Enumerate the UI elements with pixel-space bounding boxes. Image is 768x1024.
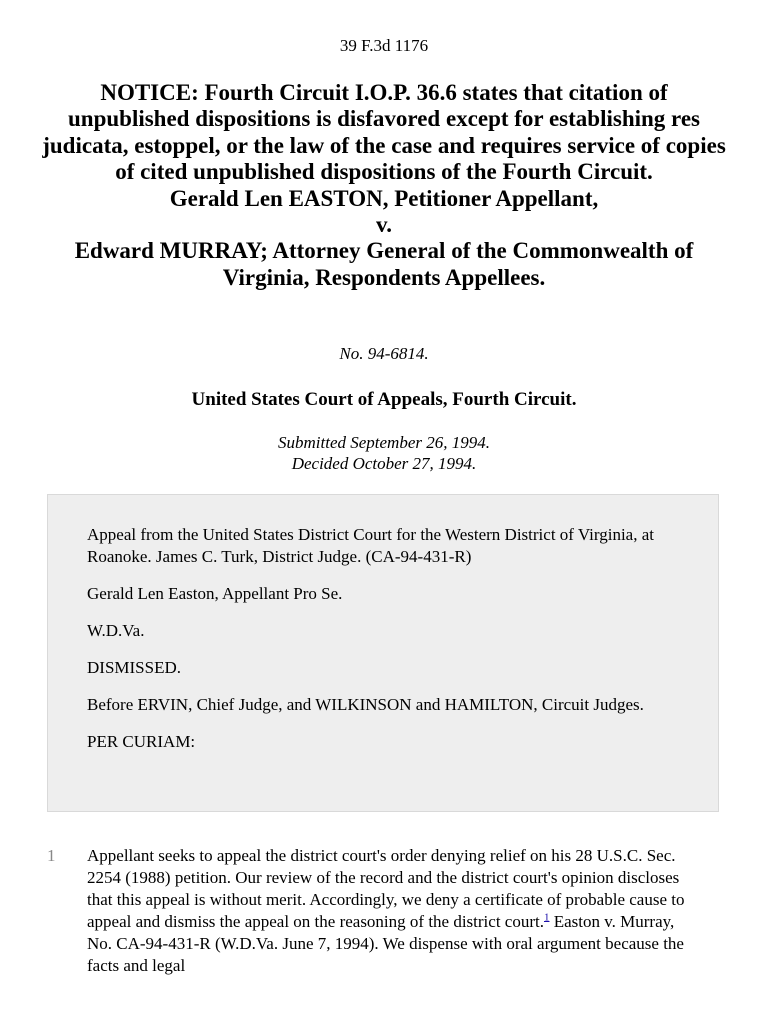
district-text: W.D.Va. (87, 621, 145, 640)
paragraph-number: 1 (47, 846, 56, 865)
counsel-text: Gerald Len Easton, Appellant Pro Se. (87, 584, 343, 603)
court-name: United States Court of Appeals, Fourth Circuit. (191, 389, 577, 410)
appeal-from-text: Appeal from the United States District Court for the Western District of Virginia, at Roanoke. James C. Turk, District Judge. (CA-94-431-R) (87, 525, 654, 566)
submitted-date: Submitted September 26, 1994. (278, 433, 490, 452)
per-curiam-text: PER CURIAM: (87, 732, 196, 751)
decided-date: Decided October 27, 1994. (291, 454, 477, 473)
respondents-name: Edward MURRAY; Attorney General of the Commonwealth of Virginia, Respondents Appellees. (74, 238, 694, 290)
case-dates (0, 432, 768, 474)
opinion-paragraph (87, 845, 687, 977)
case-heading (40, 80, 728, 291)
paragraph-text-start: Appellant seeks to appeal the district court's order denying relief on his 28 U.S.C. Sec. 2254 (1988) petition. Our review of the record and the district court's opinion discloses that this appeal is without merit. Accordingly, we deny a certificate of probable cause to appeal and dismiss the appeal on the reasoning of the district court. (87, 846, 685, 931)
docket-number: No. 94-6814. (339, 344, 429, 363)
paragraph-text-end: Easton v. Murray, No. CA-94-431-R (W.D.Va. June 7, 1994). We dispense with oral argument because the facts and legal (87, 912, 684, 975)
footnote-link[interactable]: 1 (543, 911, 550, 924)
disposition-text: DISMISSED. (87, 658, 181, 677)
panel-text: Before ERVIN, Chief Judge, and WILKINSON and HAMILTON, Circuit Judges. (87, 695, 644, 714)
versus-text: v. (376, 212, 392, 238)
case-summary-box (47, 494, 719, 812)
notice-text: NOTICE: Fourth Circuit I.O.P. 36.6 states that citation of unpublished dispositions is disfavored except for establishing res judicata, estoppel, or the law of the case and requires service of copies of cited unpublished dispositions of the Fourth Circuit. (42, 80, 726, 185)
petitioner-name: Gerald Len EASTON, Petitioner Appellant, (169, 185, 599, 211)
case-citation: 39 F.3d 1176 (339, 36, 429, 55)
